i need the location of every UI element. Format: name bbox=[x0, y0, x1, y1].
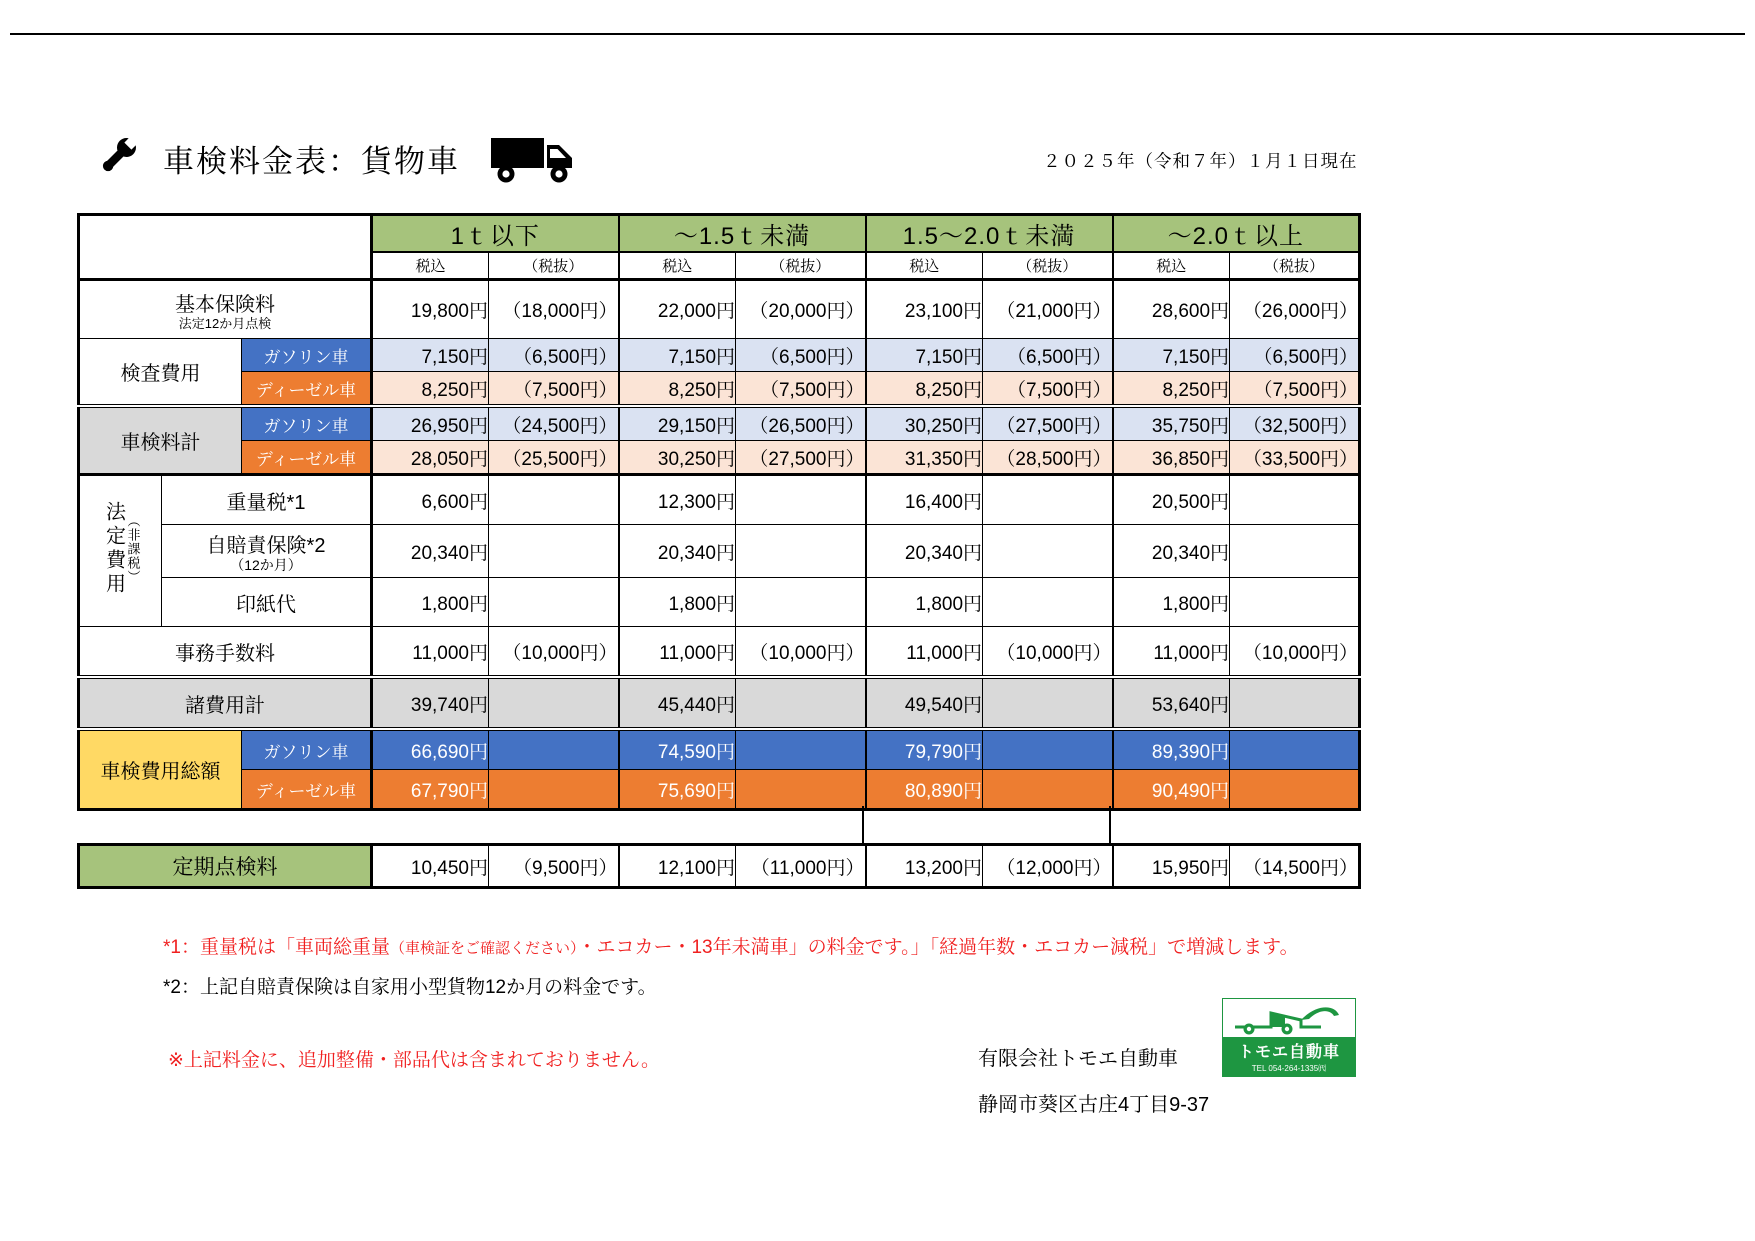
empty-cell bbox=[1230, 770, 1360, 810]
row-basic-insurance bbox=[79, 280, 1360, 339]
empty-cell bbox=[736, 525, 866, 578]
row-stamp bbox=[79, 578, 1360, 627]
row-shaken-total-gasoline bbox=[79, 406, 1360, 441]
cell: 20,500円 bbox=[1113, 475, 1230, 525]
row-periodic bbox=[79, 845, 1360, 888]
cell: 80,890円 bbox=[866, 770, 983, 810]
empty-cell bbox=[489, 729, 619, 770]
cell: 8,250円 bbox=[372, 372, 489, 407]
empty-cell bbox=[489, 475, 619, 525]
cell: 8,250円 bbox=[866, 372, 983, 407]
tax-incl-header: 税込 bbox=[372, 252, 489, 280]
empty-cell bbox=[1230, 525, 1360, 578]
cell: （6,500円） bbox=[1230, 339, 1360, 372]
cell: （11,000円） bbox=[736, 845, 866, 888]
row-label-legal-fees bbox=[79, 475, 162, 627]
cell: 45,440円 bbox=[619, 677, 736, 729]
cell: 6,600円 bbox=[372, 475, 489, 525]
row-label-basic bbox=[79, 280, 372, 339]
cell: 39,740円 bbox=[372, 677, 489, 729]
cell: 1,800円 bbox=[619, 578, 736, 627]
empty-cell bbox=[736, 578, 866, 627]
cell: 8,250円 bbox=[619, 372, 736, 407]
cell: （20,000円） bbox=[736, 280, 866, 339]
cell: （26,000円） bbox=[1230, 280, 1360, 339]
page-title: 車検料金表：貨物車 bbox=[163, 144, 460, 179]
cell: （28,500円） bbox=[983, 441, 1113, 475]
cell: （24,500円） bbox=[489, 406, 619, 441]
footnote-1-text: *1：重量税は「車両総重量 bbox=[163, 937, 390, 958]
empty-cell bbox=[1230, 578, 1360, 627]
legal-label: 法定費用 bbox=[102, 500, 125, 597]
row-label-inspection: 検査費用 bbox=[79, 339, 242, 407]
cell: 29,150円 bbox=[619, 406, 736, 441]
empty-cell bbox=[983, 525, 1113, 578]
footnote-1-small: （車検証をご確認ください） bbox=[389, 940, 578, 957]
cell: 36,850円 bbox=[1113, 441, 1230, 475]
page-top-rule bbox=[10, 33, 1745, 35]
cell: 1,800円 bbox=[1113, 578, 1230, 627]
empty-cell bbox=[1230, 729, 1360, 770]
row-jibaiseki bbox=[79, 525, 1360, 578]
basic-label: 基本保険料 bbox=[175, 293, 275, 316]
row-label-stamp: 印紙代 bbox=[162, 578, 372, 627]
cell: 11,000円 bbox=[1113, 627, 1230, 678]
cell: 49,540円 bbox=[866, 677, 983, 729]
cell: 53,640円 bbox=[1113, 677, 1230, 729]
tax-excl-header: （税抜） bbox=[489, 252, 619, 280]
cell: 10,450円 bbox=[372, 845, 489, 888]
title-bar bbox=[95, 128, 574, 189]
cell: 13,200円 bbox=[866, 845, 983, 888]
cell: 7,150円 bbox=[619, 339, 736, 372]
company-info bbox=[978, 1036, 1209, 1128]
cell: （7,500円） bbox=[489, 372, 619, 407]
row-label-jibaiseki bbox=[162, 525, 372, 578]
empty-cell bbox=[736, 729, 866, 770]
tax-incl-header: 税込 bbox=[1113, 252, 1230, 280]
empty-cell bbox=[489, 677, 619, 729]
row-shaken-total-diesel bbox=[79, 441, 1360, 475]
tax-excl-header: （税抜） bbox=[983, 252, 1113, 280]
row-expenses-total bbox=[79, 677, 1360, 729]
cell: 7,150円 bbox=[1113, 339, 1230, 372]
row-grand-total-gasoline bbox=[79, 729, 1360, 770]
cell: 12,300円 bbox=[619, 475, 736, 525]
cell: 28,600円 bbox=[1113, 280, 1230, 339]
row-admin-fee bbox=[79, 627, 1360, 678]
company-name: 有限会社トモエ自動車 bbox=[978, 1048, 1178, 1070]
cell: （26,500円） bbox=[736, 406, 866, 441]
logo-tel: TEL 054-264-1335㈹ bbox=[1223, 1062, 1355, 1076]
logo-text: トモエ自動車 bbox=[1223, 1037, 1355, 1062]
disclaimer-note: ※上記料金に、追加整備・部品代は含まれておりません。 bbox=[168, 1050, 661, 1071]
cell: 7,150円 bbox=[866, 339, 983, 372]
empty-cell bbox=[983, 475, 1113, 525]
empty-cell bbox=[1230, 677, 1360, 729]
footnotes bbox=[163, 936, 1413, 1000]
row-label-weight-tax: 重量税*1 bbox=[162, 475, 372, 525]
weight-class-header-row bbox=[79, 215, 1360, 253]
cell: 7,150円 bbox=[372, 339, 489, 372]
basic-note: 法定12か月点検 bbox=[178, 315, 272, 331]
footnote-1 bbox=[163, 936, 1413, 960]
cell: （6,500円） bbox=[736, 339, 866, 372]
cell: （21,000円） bbox=[983, 280, 1113, 339]
jibaiseki-label: 自賠責保険*2 bbox=[206, 534, 326, 557]
cell: 11,000円 bbox=[866, 627, 983, 678]
empty-cell bbox=[489, 770, 619, 810]
empty-cell bbox=[736, 677, 866, 729]
empty-cell bbox=[736, 770, 866, 810]
row-grand-total-diesel bbox=[79, 770, 1360, 810]
row-label-admin-fee: 事務手数料 bbox=[79, 627, 372, 678]
diesel-tag: ディーゼル車 bbox=[242, 372, 372, 407]
cell: 30,250円 bbox=[866, 406, 983, 441]
cell: 15,950円 bbox=[1113, 845, 1230, 888]
cell: 75,690円 bbox=[619, 770, 736, 810]
cell: 66,690円 bbox=[372, 729, 489, 770]
company-address: 静岡市葵区古庄4丁目9-37 bbox=[978, 1094, 1210, 1116]
empty-cell bbox=[489, 578, 619, 627]
cell: （14,500円） bbox=[1230, 845, 1360, 888]
price-table bbox=[77, 213, 1361, 811]
cell: 35,750円 bbox=[1113, 406, 1230, 441]
legal-fees-vertical-label bbox=[102, 501, 140, 597]
cell: （9,500円） bbox=[489, 845, 619, 888]
gasoline-tag: ガソリン車 bbox=[242, 406, 372, 441]
cell: （33,500円） bbox=[1230, 441, 1360, 475]
cell: 11,000円 bbox=[372, 627, 489, 678]
cell: 28,050円 bbox=[372, 441, 489, 475]
empty-cell bbox=[983, 677, 1113, 729]
cell: （10,000円） bbox=[736, 627, 866, 678]
cell: 20,340円 bbox=[372, 525, 489, 578]
footnote-1-text: ・エコカー・13年未満車」の料金です。」「経過年数・エコカー減税」で増減します。 bbox=[577, 937, 1299, 958]
cell: 67,790円 bbox=[372, 770, 489, 810]
gasoline-tag: ガソリン車 bbox=[242, 339, 372, 372]
cell: 16,400円 bbox=[866, 475, 983, 525]
cell: （7,500円） bbox=[1230, 372, 1360, 407]
tax-excl-header: （税抜） bbox=[736, 252, 866, 280]
cell: （27,500円） bbox=[736, 441, 866, 475]
tax-excl-header: （税抜） bbox=[1230, 252, 1360, 280]
cell: 31,350円 bbox=[866, 441, 983, 475]
cell: 12,100円 bbox=[619, 845, 736, 888]
row-label-grand-total: 車検費用総額 bbox=[79, 729, 242, 810]
company-logo bbox=[1222, 998, 1356, 1077]
table-gap-line bbox=[1109, 806, 1111, 843]
footnote-2: *2：上記自賠責保険は自家用小型貨物12か月の料金です。 bbox=[163, 976, 657, 998]
cell: 11,000円 bbox=[619, 627, 736, 678]
col-header-2-0t: ～2.0ｔ以上 bbox=[1113, 215, 1360, 253]
col-header-1-5t: ～1.5ｔ未満 bbox=[619, 215, 866, 253]
cell: 1,800円 bbox=[372, 578, 489, 627]
col-header-1-5-2-0t: 1.5～2.0ｔ未満 bbox=[866, 215, 1113, 253]
cell: 20,340円 bbox=[866, 525, 983, 578]
wrench-icon bbox=[95, 133, 141, 184]
cell: 23,100円 bbox=[866, 280, 983, 339]
col-header-1t: 1ｔ以下 bbox=[372, 215, 619, 253]
cell: 20,340円 bbox=[619, 525, 736, 578]
row-weight-tax bbox=[79, 475, 1360, 525]
empty-cell bbox=[736, 475, 866, 525]
cell: （10,000円） bbox=[489, 627, 619, 678]
cell: （6,500円） bbox=[489, 339, 619, 372]
cell: （6,500円） bbox=[983, 339, 1113, 372]
empty-cell bbox=[983, 578, 1113, 627]
cell: 1,800円 bbox=[866, 578, 983, 627]
cell: 90,490円 bbox=[1113, 770, 1230, 810]
row-inspection-diesel bbox=[79, 372, 1360, 407]
cell: （12,000円） bbox=[983, 845, 1113, 888]
diesel-tag: ディーゼル車 bbox=[242, 770, 372, 810]
periodic-inspection-table bbox=[77, 843, 1361, 889]
diesel-tag: ディーゼル車 bbox=[242, 441, 372, 475]
cell: 89,390円 bbox=[1113, 729, 1230, 770]
tax-incl-header: 税込 bbox=[619, 252, 736, 280]
legal-note: （非課税） bbox=[125, 513, 141, 584]
gasoline-tag: ガソリン車 bbox=[242, 729, 372, 770]
empty-cell bbox=[1230, 475, 1360, 525]
cell: （32,500円） bbox=[1230, 406, 1360, 441]
jibaiseki-note: （12か月） bbox=[230, 556, 302, 573]
cell: （7,500円） bbox=[983, 372, 1113, 407]
cell: （18,000円） bbox=[489, 280, 619, 339]
row-label-shaken-total: 車検料計 bbox=[79, 406, 242, 475]
corner-cell bbox=[79, 215, 372, 280]
cell: 30,250円 bbox=[619, 441, 736, 475]
tax-incl-header: 税込 bbox=[866, 252, 983, 280]
empty-cell bbox=[983, 729, 1113, 770]
row-inspection-gasoline bbox=[79, 339, 1360, 372]
row-label-periodic: 定期点検料 bbox=[79, 845, 372, 888]
empty-cell bbox=[489, 525, 619, 578]
table-gap-line bbox=[862, 806, 864, 843]
row-label-expenses-total: 諸費用計 bbox=[79, 677, 372, 729]
cell: 79,790円 bbox=[866, 729, 983, 770]
cell: 74,590円 bbox=[619, 729, 736, 770]
cell: （7,500円） bbox=[736, 372, 866, 407]
cell: （27,500円） bbox=[983, 406, 1113, 441]
cell: 19,800円 bbox=[372, 280, 489, 339]
cell: （25,500円） bbox=[489, 441, 619, 475]
empty-cell bbox=[983, 770, 1113, 810]
logo-tow-truck-icon bbox=[1229, 1001, 1349, 1037]
cell: （10,000円） bbox=[983, 627, 1113, 678]
truck-icon bbox=[490, 132, 574, 189]
cell: 26,950円 bbox=[372, 406, 489, 441]
cell: 20,340円 bbox=[1113, 525, 1230, 578]
cell: （10,000円） bbox=[1230, 627, 1360, 678]
cell: 22,000円 bbox=[619, 280, 736, 339]
cell: 8,250円 bbox=[1113, 372, 1230, 407]
as-of-date: ２０２５年（令和７年）１月１日現在 bbox=[1043, 151, 1358, 171]
